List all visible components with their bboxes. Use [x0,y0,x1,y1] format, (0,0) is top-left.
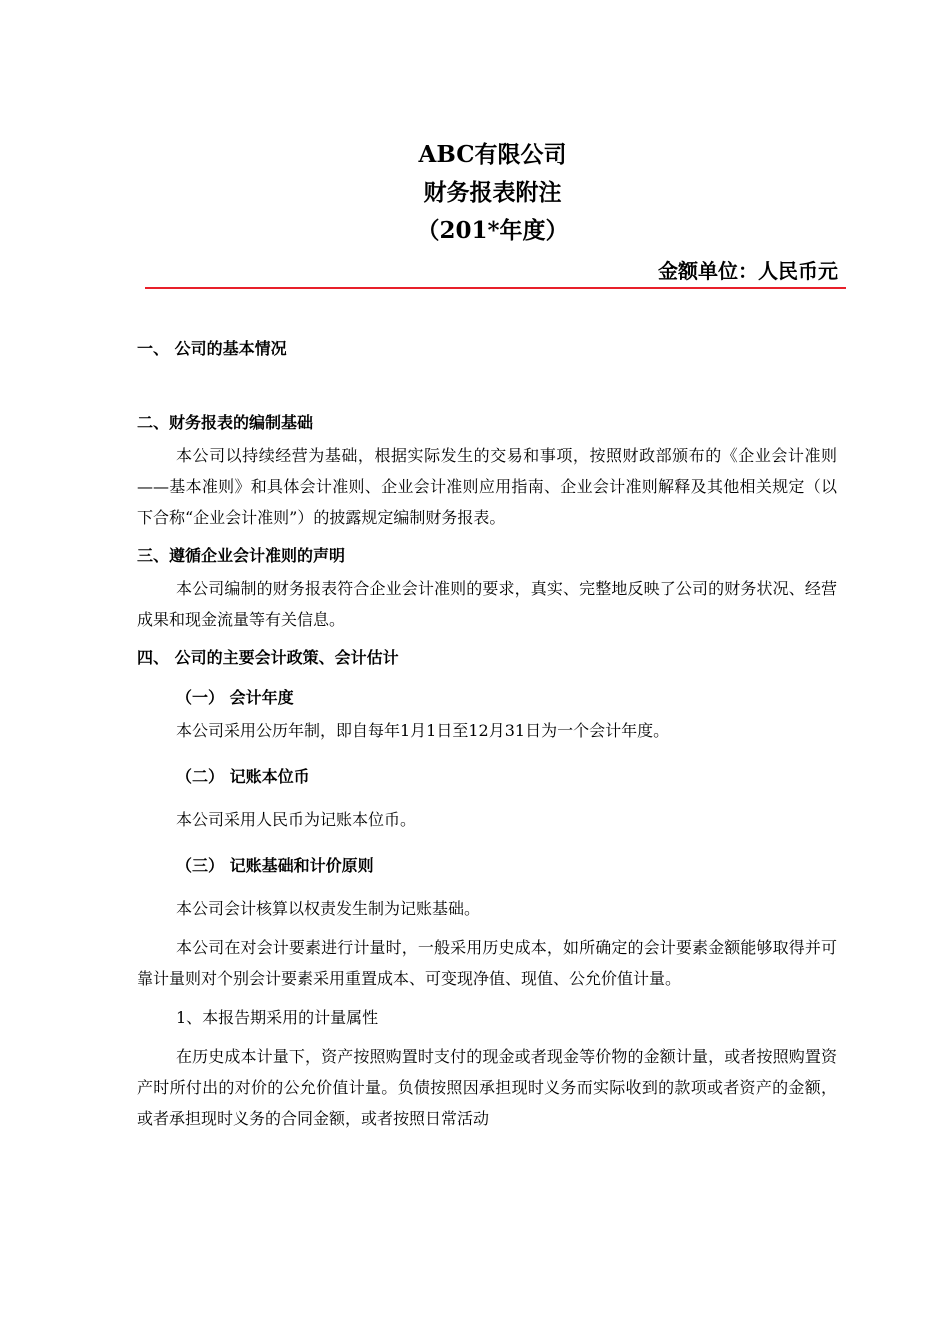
report-period: （201*年度） [416,217,569,244]
section-4-2-heading: （二） 记账本位币 [176,767,310,786]
section-4-2-body: 本公司采用人民币为记账本位币。 [176,810,417,829]
section-2-body: 本公司以持续经营为基础，根据实际发生的交易和事项，按照财政部颁布的《企业会计准则——基本准则》和具体会计准则、企业会计准则应用指南、企业会计准则解释及其他相关规定（以下合称“企业会计准则”）的披露规定编制财务报表。 [137,446,837,527]
section-4-1-body: 本公司采用公历年制，即自每年1月1日至12月31日为一个会计年度。 [176,721,670,740]
section-4-heading: 四、 公司的主要会计政策、会计估计 [137,648,399,667]
section-4-3-body-2: 本公司在对会计要素进行计量时，一般采用历史成本，如所确定的会计要素金额能够取得并可靠计量则对个别会计要素采用重置成本、可变现净值、现值、公允价值计量。 [137,938,837,988]
section-4-1-heading: （一） 会计年度 [176,688,294,707]
section-4-3-heading: （三） 记账基础和计价原则 [176,856,374,875]
company-name: ABC有限公司 [418,141,567,168]
currency-unit: 金额单位：人民币元 [658,259,838,283]
report-title: 财务报表附注 [423,179,562,206]
section-4-3-body-1: 本公司会计核算以权责发生制为记账基础。 [176,899,481,918]
section-3-heading: 三、遵循企业会计准则的声明 [137,546,346,565]
section-2-heading: 二、财务报表的编制基础 [137,413,314,432]
section-4-3-item-1-body: 在历史成本计量下，资产按照购置时支付的现金或者现金等价物的金额计量，或者按照购置资产时所付出的对价的公允价值计量。负债按照因承担现时义务而实际收到的款项或者资产的金额，或者承担现时义务的合同金额，或者按照日常活动 [137,1047,837,1128]
section-3-body: 本公司编制的财务报表符合企业会计准则的要求，真实、完整地反映了公司的财务状况、经营成果和现金流量等有关信息。 [137,579,837,629]
section-4-3-item-1: 1、本报告期采用的计量属性 [176,1008,379,1027]
header-divider [145,287,846,289]
notes-body [137,334,837,1134]
section-1-heading: 一、 公司的基本情况 [137,339,287,358]
